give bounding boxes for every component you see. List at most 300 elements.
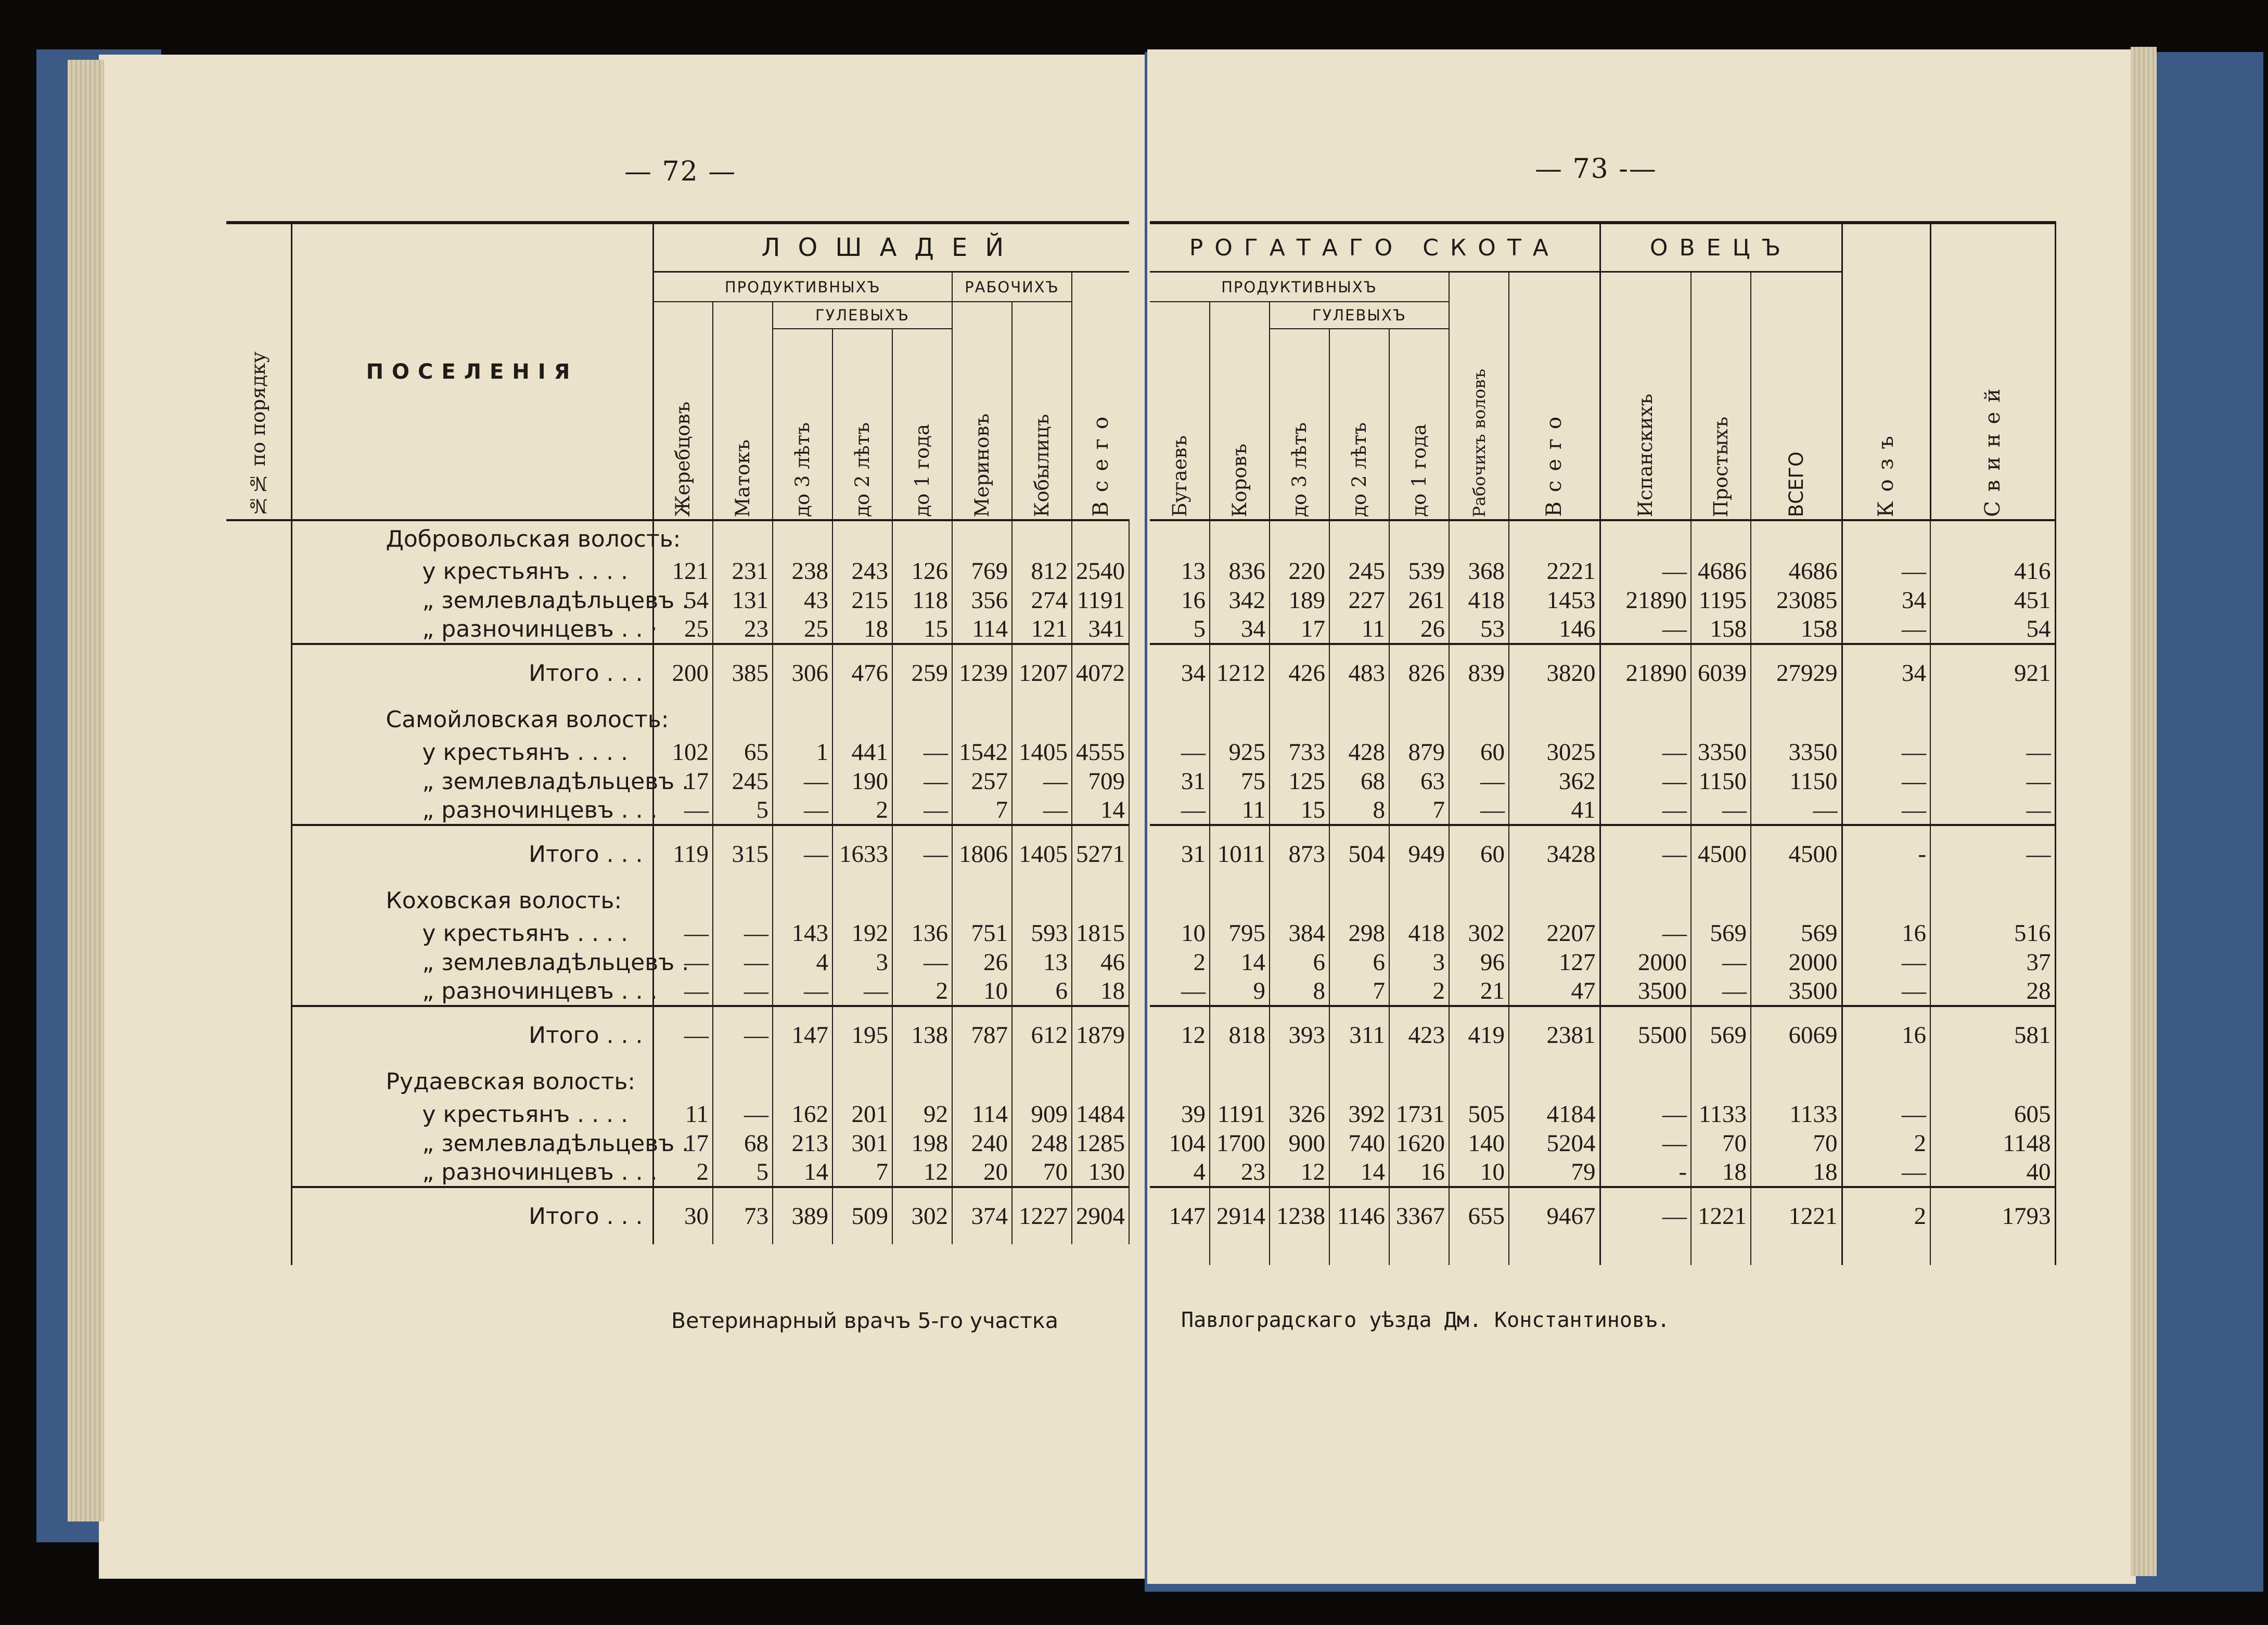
total-label: Итого . . .	[291, 1187, 653, 1244]
cell-value: 2	[832, 796, 892, 825]
cell-value: 3500	[1600, 977, 1691, 1006]
total-value: 1879	[1072, 1006, 1129, 1063]
cell-value: 201	[832, 1100, 892, 1129]
cell-value: 125	[1270, 767, 1329, 796]
cell-value: 6	[1012, 977, 1072, 1006]
total-value: 21890	[1600, 644, 1691, 701]
total-value: 612	[1012, 1006, 1072, 1063]
region-row	[226, 882, 1129, 919]
cell-value: 102	[653, 738, 713, 767]
cattle-group-header: РОГАТАГО СКОТА	[1150, 223, 1600, 272]
cell-value: 569	[1691, 919, 1751, 948]
cell-value: 68	[1329, 767, 1389, 796]
cell-value: 2	[892, 977, 952, 1006]
spacer-row	[1150, 520, 2055, 557]
left-page-edges	[68, 60, 104, 1521]
total-value: —	[892, 825, 952, 882]
col-mares: Матокъ	[713, 302, 773, 520]
cell-value: 26	[952, 948, 1012, 977]
cell-value: 2	[1842, 1129, 1930, 1158]
cell-value: 14	[1329, 1158, 1389, 1187]
cell-value: —	[1600, 738, 1691, 767]
cell-value: 342	[1210, 586, 1270, 615]
cell-value: —	[1600, 1100, 1691, 1129]
cell-value: —	[1449, 796, 1509, 825]
cell-value: 10	[1150, 919, 1210, 948]
total-value: 16	[1842, 1006, 1930, 1063]
cell-value: —	[713, 977, 773, 1006]
cell-value: 1133	[1751, 1100, 1842, 1129]
cell-value: 54	[653, 586, 713, 615]
cell-value: —	[773, 796, 832, 825]
cell-value: 2	[653, 1158, 713, 1187]
cell-value: —	[892, 767, 952, 796]
total-value: 4500	[1691, 825, 1751, 882]
total-row	[226, 825, 1129, 882]
cell-value: 769	[952, 557, 1012, 586]
cell-value: 68	[713, 1129, 773, 1158]
livestock-header	[1150, 223, 2055, 520]
total-value: 259	[892, 644, 952, 701]
table-row	[1150, 557, 2055, 586]
cell-value: 11	[1329, 615, 1389, 644]
cell-value: —	[773, 977, 832, 1006]
total-value: 393	[1270, 1006, 1329, 1063]
table-row	[226, 738, 1129, 767]
col-pigs: Свиней	[1930, 223, 2055, 520]
region-row	[226, 520, 1129, 557]
cell-value: —	[1012, 796, 1072, 825]
cell-value: —	[1150, 796, 1210, 825]
total-value: 1207	[1012, 644, 1072, 701]
cell-value: 21890	[1600, 586, 1691, 615]
total-value: 4072	[1072, 644, 1129, 701]
col-simple-sheep: Простыхъ	[1691, 272, 1751, 521]
col-cattle-under-2: до 2 лѣтъ	[1329, 329, 1389, 520]
total-value: 504	[1329, 825, 1389, 882]
cell-value: —	[1600, 796, 1691, 825]
cell-value: 192	[832, 919, 892, 948]
horses-header	[226, 223, 1129, 520]
cell-value: —	[713, 948, 773, 977]
total-value: 4500	[1751, 825, 1842, 882]
total-value: 426	[1270, 644, 1329, 701]
cell-value: 104	[1150, 1129, 1210, 1158]
cell-value: 54	[1930, 615, 2055, 644]
total-value: 34	[1842, 644, 1930, 701]
total-value: 873	[1270, 825, 1329, 882]
cell-value: —	[1600, 919, 1691, 948]
right-page-edges	[2131, 47, 2157, 1576]
cell-value: —	[1449, 767, 1509, 796]
footer-right: Павлоградскаго уѣзда Дм. Константиновъ.	[1181, 1308, 1670, 1332]
cell-value: 158	[1691, 615, 1751, 644]
table-row	[226, 1129, 1129, 1158]
sheep-group-header: ОВЕЦЪ	[1600, 223, 1842, 272]
cell-value: —	[1930, 738, 2055, 767]
cell-value: 298	[1329, 919, 1389, 948]
cell-value: 121	[653, 557, 713, 586]
cell-value: —	[1012, 767, 1072, 796]
cell-value: 220	[1270, 557, 1329, 586]
total-value: 302	[892, 1187, 952, 1244]
cell-value: 4	[773, 948, 832, 977]
total-value: 1146	[1329, 1187, 1389, 1244]
cell-value: 1405	[1012, 738, 1072, 767]
working-header: РАБОЧИХЪ	[952, 272, 1072, 302]
cell-value: 1191	[1210, 1100, 1270, 1129]
col-under-3: до 3 лѣтъ	[773, 329, 832, 520]
cell-value: —	[1842, 796, 1930, 825]
cell-value: 5	[713, 796, 773, 825]
table-row	[226, 977, 1129, 1006]
horses-table	[226, 221, 1130, 1265]
cell-value: 879	[1389, 738, 1449, 767]
table-row	[1150, 796, 2055, 825]
cell-value: 418	[1449, 586, 1509, 615]
total-value: 147	[1150, 1187, 1210, 1244]
cell-value: 1453	[1509, 586, 1600, 615]
col-goats: Козъ	[1842, 223, 1930, 520]
total-value: 2914	[1210, 1187, 1270, 1244]
cell-value: 60	[1449, 738, 1509, 767]
cell-value: 70	[1012, 1158, 1072, 1187]
total-row	[1150, 1187, 2055, 1244]
col-under-1: до 1 года	[892, 329, 952, 520]
total-value: —	[1930, 825, 2055, 882]
total-value: 5271	[1072, 825, 1129, 882]
cell-value: 1700	[1210, 1129, 1270, 1158]
cell-value: 47	[1509, 977, 1600, 1006]
total-value: 195	[832, 1006, 892, 1063]
cell-value: 1484	[1072, 1100, 1129, 1129]
cell-value: 4686	[1751, 557, 1842, 586]
total-value: 3428	[1509, 825, 1600, 882]
total-value: 1239	[952, 644, 1012, 701]
livestock-body	[1150, 520, 2055, 1265]
cell-value: 23085	[1751, 586, 1842, 615]
cell-value: 2221	[1509, 557, 1600, 586]
cell-value: 18	[1072, 977, 1129, 1006]
cell-value: 18	[832, 615, 892, 644]
cell-value: 1148	[1930, 1129, 2055, 1158]
cell-value: 198	[892, 1129, 952, 1158]
horses-body	[226, 520, 1129, 1265]
cell-value: —	[1842, 738, 1930, 767]
cell-value: —	[1600, 767, 1691, 796]
footer-left: Ветеринарный врачъ 5-го участка	[671, 1308, 1058, 1333]
cell-value: 11	[653, 1100, 713, 1129]
cell-value: 1815	[1072, 919, 1129, 948]
cell-value: 17	[1270, 615, 1329, 644]
cell-value: 158	[1751, 615, 1842, 644]
total-value: 6039	[1691, 644, 1751, 701]
left-page-number: — 72 —	[624, 156, 737, 187]
cell-value: —	[1842, 948, 1930, 977]
cell-value: 368	[1449, 557, 1509, 586]
cell-value: 740	[1329, 1129, 1389, 1158]
cell-value: 900	[1270, 1129, 1329, 1158]
cell-value: 516	[1930, 919, 2055, 948]
row-label: у крестьянъ . . . .	[291, 919, 653, 948]
total-row	[226, 1006, 1129, 1063]
cell-value: 13	[1012, 948, 1072, 977]
total-row	[226, 1187, 1129, 1244]
cell-value: 8	[1270, 977, 1329, 1006]
row-label: „ разночинцевъ . . ·	[291, 615, 653, 644]
total-value: 34	[1150, 644, 1210, 701]
total-value: 581	[1930, 1006, 2055, 1063]
total-value: 2	[1842, 1187, 1930, 1244]
cell-value: 812	[1012, 557, 1072, 586]
cell-value: 341	[1072, 615, 1129, 644]
cell-value: 63	[1389, 767, 1449, 796]
cell-value: 505	[1449, 1100, 1509, 1129]
cell-value: —	[653, 948, 713, 977]
total-row	[1150, 825, 2055, 882]
total-label: Итого . . .	[291, 644, 653, 701]
total-value: 1633	[832, 825, 892, 882]
cell-value: —	[892, 796, 952, 825]
table-row	[1150, 1158, 2055, 1187]
cell-value: 20	[952, 1158, 1012, 1187]
region-name: Добровольская волость:	[291, 520, 653, 557]
cell-value: 34	[1210, 615, 1270, 644]
cell-value: 16	[1842, 919, 1930, 948]
cell-value: 7	[952, 796, 1012, 825]
cell-value: 441	[832, 738, 892, 767]
cell-value: 70	[1751, 1129, 1842, 1158]
total-value: 1806	[952, 825, 1012, 882]
cell-value: 326	[1270, 1100, 1329, 1129]
cell-value: 2	[1150, 948, 1210, 977]
col-cattle-under-1: до 1 года	[1389, 329, 1449, 520]
total-value: 3820	[1509, 644, 1600, 701]
productive-header: ПРОДУКТИВНЫХЪ	[653, 272, 952, 302]
cell-value: 213	[773, 1129, 832, 1158]
cell-value: 16	[1389, 1158, 1449, 1187]
cell-value: —	[1842, 557, 1930, 586]
cell-value: 2000	[1600, 948, 1691, 977]
total-value: 138	[892, 1006, 952, 1063]
cell-value: 70	[1691, 1129, 1751, 1158]
cell-value: —	[1691, 796, 1751, 825]
row-label: „ землевладѣльцевъ .	[291, 767, 653, 796]
total-value: 1221	[1751, 1187, 1842, 1244]
total-value: 147	[773, 1006, 832, 1063]
cell-value: 146	[1509, 615, 1600, 644]
col-sheep-total: ВСЕГО	[1751, 272, 1842, 521]
total-value: 385	[713, 644, 773, 701]
total-value: 1238	[1270, 1187, 1329, 1244]
cell-value: 356	[952, 586, 1012, 615]
cell-value: 7	[1389, 796, 1449, 825]
cell-value: 41	[1509, 796, 1600, 825]
cell-value: 14	[1072, 796, 1129, 825]
cell-value: 15	[1270, 796, 1329, 825]
cell-value: 136	[892, 919, 952, 948]
col-cattle-total: Всего	[1509, 272, 1600, 521]
col-horses-total: Всего	[1072, 272, 1129, 521]
cell-value: 5	[1150, 615, 1210, 644]
region-name: Рудаевская волость:	[291, 1063, 653, 1100]
cell-value: 16	[1150, 586, 1210, 615]
cell-value: 25	[773, 615, 832, 644]
cell-value: —	[1691, 977, 1751, 1006]
cell-value: 3	[1389, 948, 1449, 977]
cell-value: 238	[773, 557, 832, 586]
cell-value: 6	[1270, 948, 1329, 977]
table-row	[1150, 586, 2055, 615]
settlements-header: ПОСЕЛЕНІЯ	[291, 223, 653, 520]
cell-value: 14	[773, 1158, 832, 1187]
col-geldings: Мериновъ	[952, 302, 1012, 520]
cell-value: 1731	[1389, 1100, 1449, 1129]
cell-value: 215	[832, 586, 892, 615]
cell-value: —	[1751, 796, 1842, 825]
cell-value: 140	[1449, 1129, 1509, 1158]
cell-value: 1150	[1751, 767, 1842, 796]
cell-value: 593	[1012, 919, 1072, 948]
col-work-mares: Кобылицъ	[1012, 302, 1072, 520]
cell-value: —	[1600, 615, 1691, 644]
cell-value: 733	[1270, 738, 1329, 767]
cell-value: 21	[1449, 977, 1509, 1006]
total-value: 787	[952, 1006, 1012, 1063]
cell-value: 4555	[1072, 738, 1129, 767]
cell-value: 126	[892, 557, 952, 586]
total-value: 1212	[1210, 644, 1270, 701]
total-value: 5500	[1600, 1006, 1691, 1063]
cell-value: 569	[1751, 919, 1842, 948]
cell-value: 10	[952, 977, 1012, 1006]
total-value: 73	[713, 1187, 773, 1244]
table-row	[226, 1158, 1129, 1187]
total-value: 311	[1329, 1006, 1389, 1063]
cell-value: 13	[1150, 557, 1210, 586]
cell-value: 362	[1509, 767, 1600, 796]
total-value: 921	[1930, 644, 2055, 701]
col-work-oxen: Рабочихъ воловъ	[1449, 272, 1509, 521]
cell-value: 1150	[1691, 767, 1751, 796]
cell-value: 301	[832, 1129, 892, 1158]
cell-value: 118	[892, 586, 952, 615]
cell-value: 43	[773, 586, 832, 615]
total-value: 1793	[1930, 1187, 2055, 1244]
cell-value: 10	[1449, 1158, 1509, 1187]
total-value: 306	[773, 644, 832, 701]
table-row	[1150, 1129, 2055, 1158]
cell-value: —	[653, 796, 713, 825]
cell-value: 31	[1150, 767, 1210, 796]
cell-value: 37	[1930, 948, 2055, 977]
row-label: у крестьянъ . . . .	[291, 1100, 653, 1129]
cell-value: 17	[653, 1129, 713, 1158]
table-row	[1150, 1100, 2055, 1129]
cell-value: 14	[1210, 948, 1270, 977]
cell-value: 8	[1329, 796, 1389, 825]
total-value: 818	[1210, 1006, 1270, 1063]
total-value: —	[773, 825, 832, 882]
cell-value: 53	[1449, 615, 1509, 644]
row-label: „ разночинцевъ . . .	[291, 977, 653, 1006]
order-col-header: №№ по порядку	[226, 223, 291, 520]
cell-value: 539	[1389, 557, 1449, 586]
col-bulls: Бугаевъ	[1150, 302, 1210, 520]
cell-value: —	[1930, 767, 2055, 796]
total-value: 826	[1389, 644, 1449, 701]
cell-value: 39	[1150, 1100, 1210, 1129]
cell-value: 1	[773, 738, 832, 767]
cell-value: —	[1842, 615, 1930, 644]
total-value: 60	[1449, 825, 1509, 882]
total-value: 483	[1329, 644, 1389, 701]
cell-value: 909	[1012, 1100, 1072, 1129]
cell-value: 836	[1210, 557, 1270, 586]
cell-value: 2540	[1072, 557, 1129, 586]
cell-value: —	[1600, 1129, 1691, 1158]
cell-value: 15	[892, 615, 952, 644]
total-row	[1150, 644, 2055, 701]
row-label: у крестьянъ . . . .	[291, 557, 653, 586]
cell-value: —	[1842, 767, 1930, 796]
cell-value: 243	[832, 557, 892, 586]
cell-value: —	[1691, 948, 1751, 977]
cell-value: 130	[1072, 1158, 1129, 1187]
cell-value: 245	[1329, 557, 1389, 586]
total-value: 12	[1150, 1006, 1210, 1063]
cell-value: 3350	[1691, 738, 1751, 767]
cell-value: 12	[892, 1158, 952, 1187]
cell-value: 257	[952, 767, 1012, 796]
livestock-table	[1150, 221, 2056, 1265]
total-value: 569	[1691, 1006, 1751, 1063]
total-value: 119	[653, 825, 713, 882]
cell-value: 34	[1842, 586, 1930, 615]
cell-value: 190	[832, 767, 892, 796]
cell-value: 18	[1751, 1158, 1842, 1187]
spacer-row	[1150, 882, 2055, 919]
region-row	[226, 701, 1129, 738]
row-label: „ землевладѣльцевъ .	[291, 586, 653, 615]
total-value: 949	[1389, 825, 1449, 882]
cell-value: —	[1842, 977, 1930, 1006]
table-row	[226, 615, 1129, 644]
cell-value: 1195	[1691, 586, 1751, 615]
row-label: „ разночинцевъ . . .	[291, 1158, 653, 1187]
cell-value: 605	[1930, 1100, 2055, 1129]
cell-value: 5	[713, 1158, 773, 1187]
table-row	[226, 948, 1129, 977]
total-value: 1405	[1012, 825, 1072, 882]
cell-value: 9	[1210, 977, 1270, 1006]
cell-value: 302	[1449, 919, 1509, 948]
cell-value: 2207	[1509, 919, 1600, 948]
total-value: 27929	[1751, 644, 1842, 701]
total-value: 509	[832, 1187, 892, 1244]
cell-value: 392	[1329, 1100, 1389, 1129]
table-row	[226, 557, 1129, 586]
total-value: 30	[653, 1187, 713, 1244]
table-row	[1150, 948, 2055, 977]
spacer-row	[1150, 1063, 2055, 1100]
region-name: Самойловская волость:	[291, 701, 653, 738]
cell-value: 162	[773, 1100, 832, 1129]
cell-value: —	[713, 1100, 773, 1129]
cell-value: —	[1930, 796, 2055, 825]
cell-value: —	[773, 767, 832, 796]
row-label: „ землевладѣльцевъ .	[291, 1129, 653, 1158]
